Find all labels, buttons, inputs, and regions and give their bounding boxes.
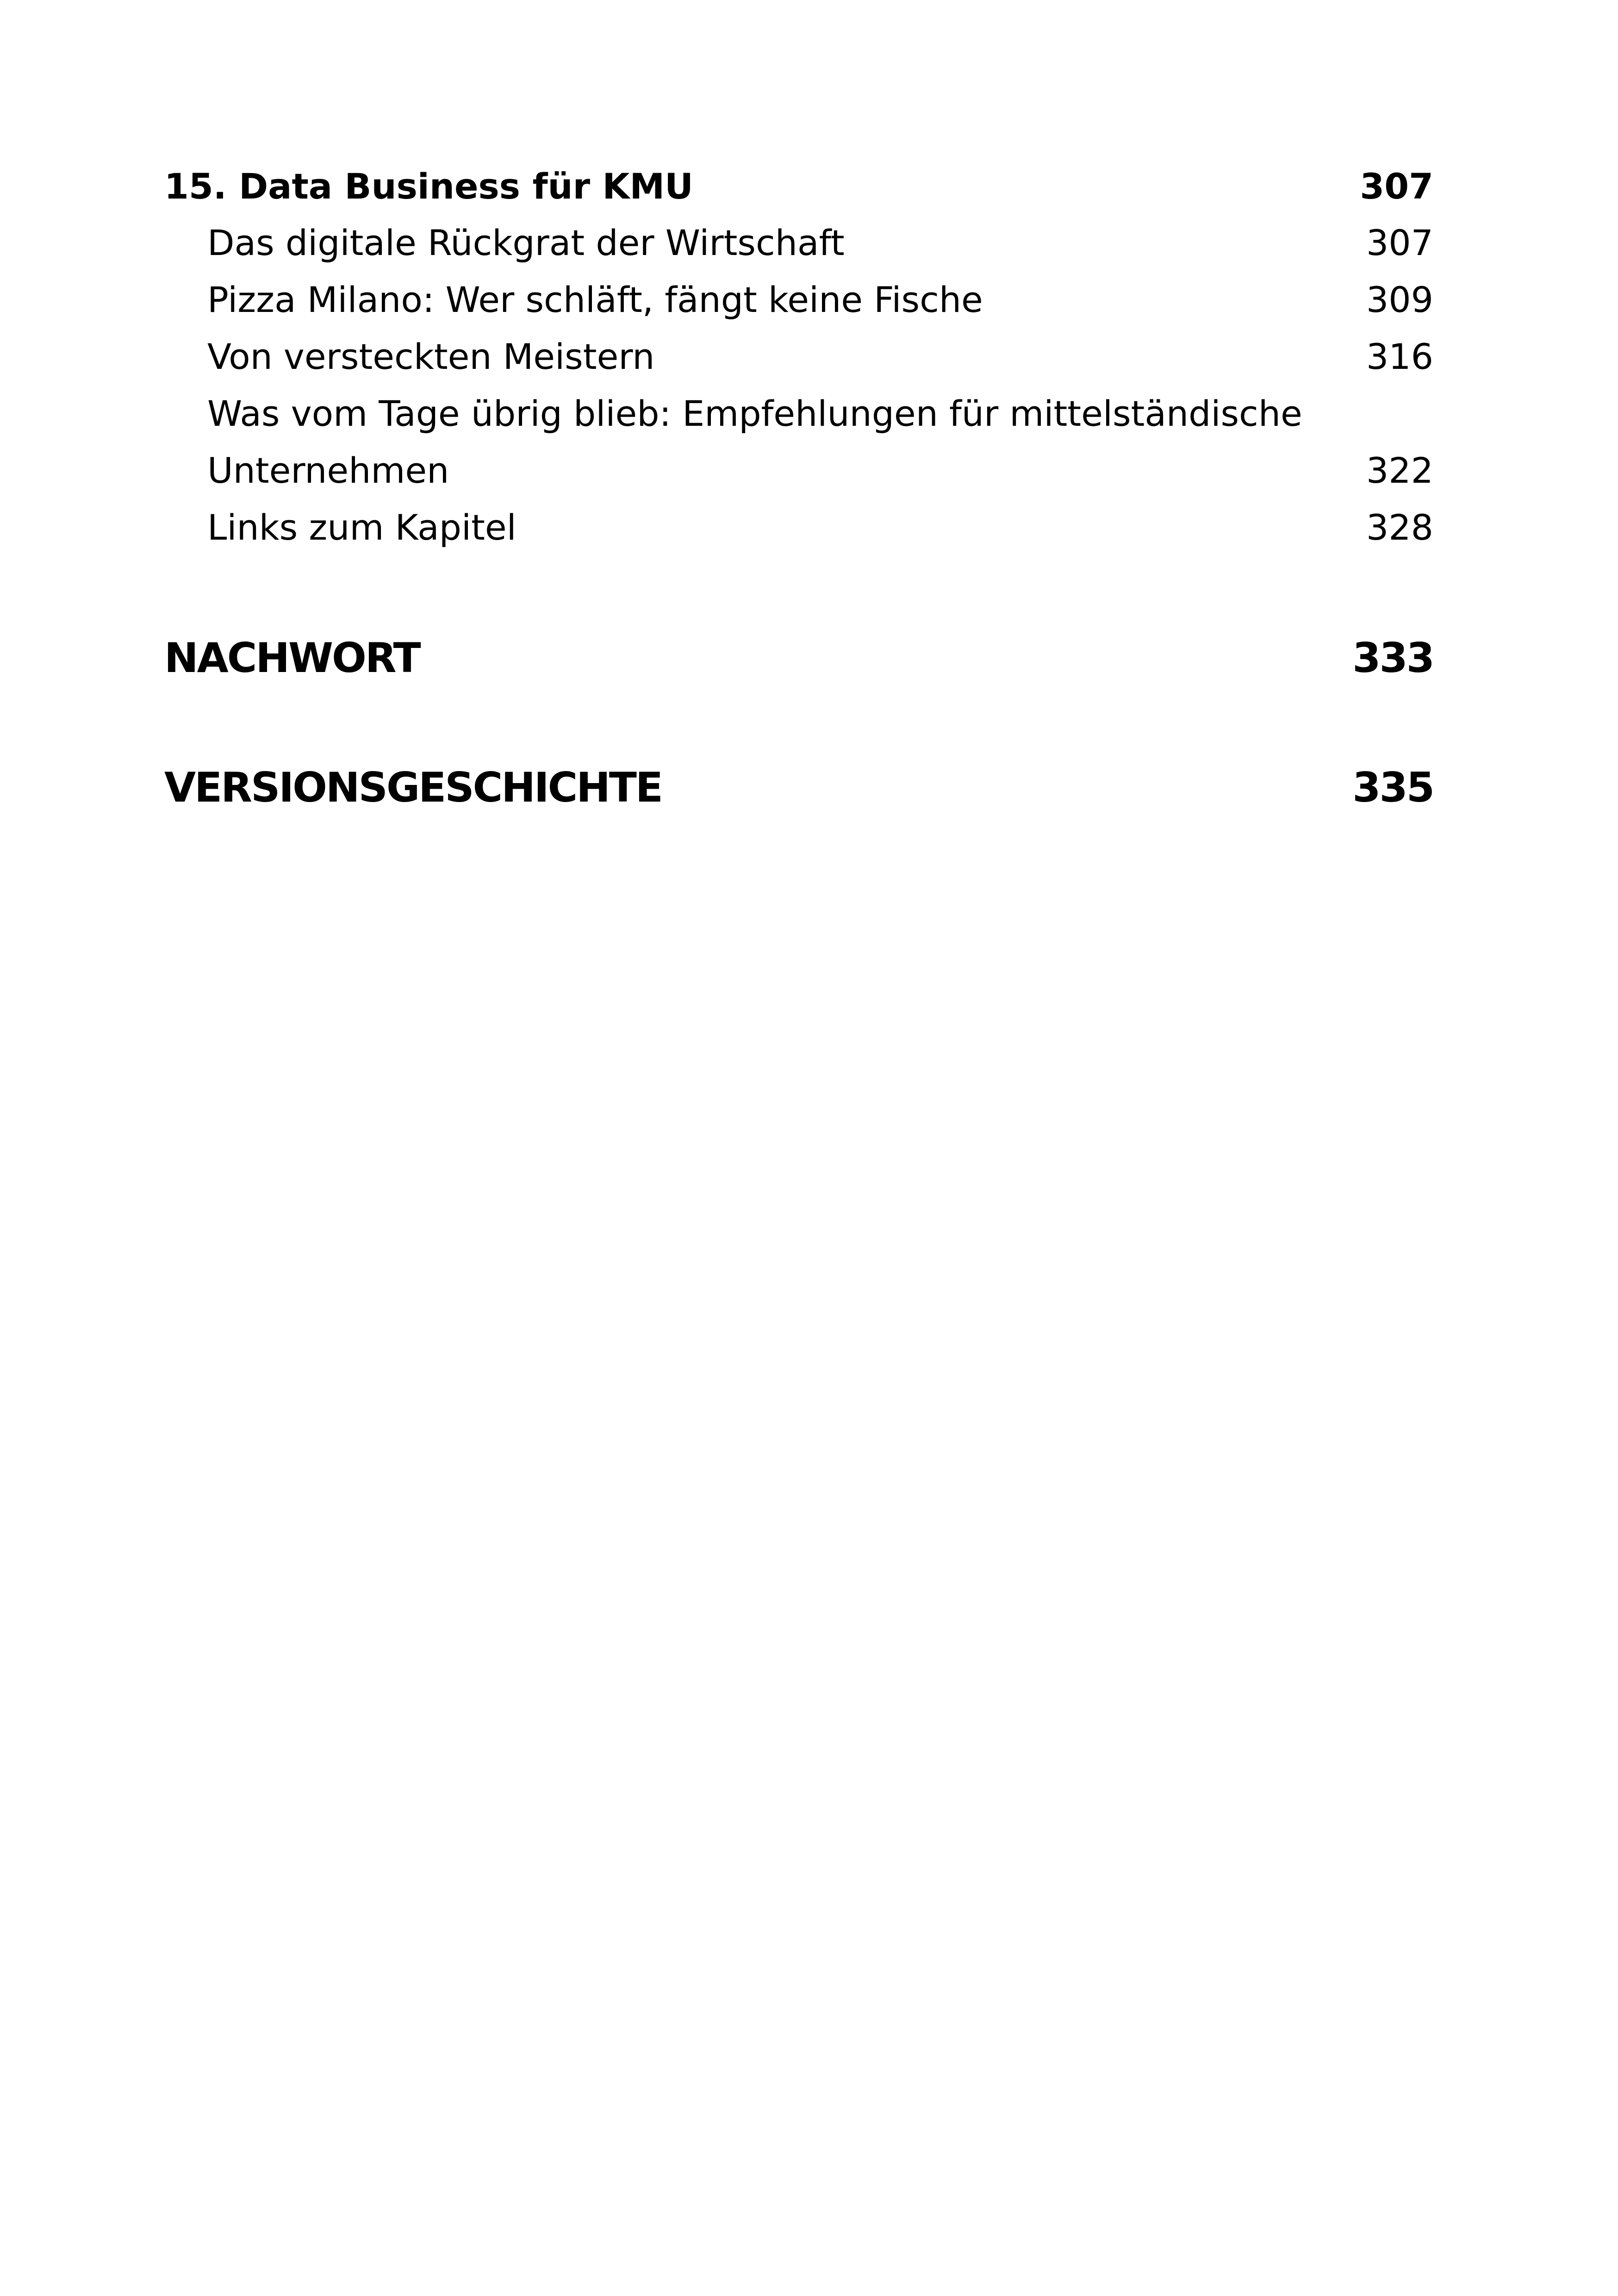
section-page-number: 309 bbox=[1366, 279, 1433, 320]
toc-nachwort-entry[interactable] bbox=[164, 634, 1433, 682]
versionsgeschichte-page-number: 335 bbox=[1352, 764, 1433, 811]
toc-section-entry[interactable] bbox=[164, 279, 1433, 320]
section-title: Links zum Kapitel bbox=[207, 507, 517, 548]
nachwort-page-number: 333 bbox=[1352, 634, 1433, 682]
section-title: Von versteckten Meistern bbox=[207, 336, 655, 377]
toc-section-entry-line1[interactable] bbox=[164, 393, 1433, 434]
chapter-title: 15. Data Business für KMU bbox=[164, 166, 693, 207]
section-page-number: 307 bbox=[1366, 222, 1433, 263]
section-page-number: 322 bbox=[1366, 450, 1433, 491]
toc-section-entry[interactable] bbox=[164, 507, 1433, 548]
toc-chapter-entry[interactable] bbox=[164, 166, 1433, 207]
chapter-page-number: 307 bbox=[1360, 166, 1433, 207]
section-title: Pizza Milano: Wer schläft, fängt keine Fische bbox=[207, 279, 983, 320]
section-title-line1: Was vom Tage übrig blieb: Empfehlungen für mittelständische bbox=[207, 393, 1302, 434]
toc-versionsgeschichte-entry[interactable] bbox=[164, 764, 1433, 811]
section-title-line2: Unternehmen bbox=[207, 450, 449, 491]
section-page-number: 316 bbox=[1366, 336, 1433, 377]
toc-section-entry[interactable] bbox=[164, 336, 1433, 377]
toc-section-entry-line2[interactable] bbox=[164, 450, 1433, 491]
toc-section-entry[interactable] bbox=[164, 222, 1433, 263]
nachwort-title: NACHWORT bbox=[164, 634, 420, 682]
section-page-number: 328 bbox=[1366, 507, 1433, 548]
section-title: Das digitale Rückgrat der Wirtschaft bbox=[207, 222, 845, 263]
versionsgeschichte-title: VERSIONSGESCHICHTE bbox=[164, 764, 662, 811]
